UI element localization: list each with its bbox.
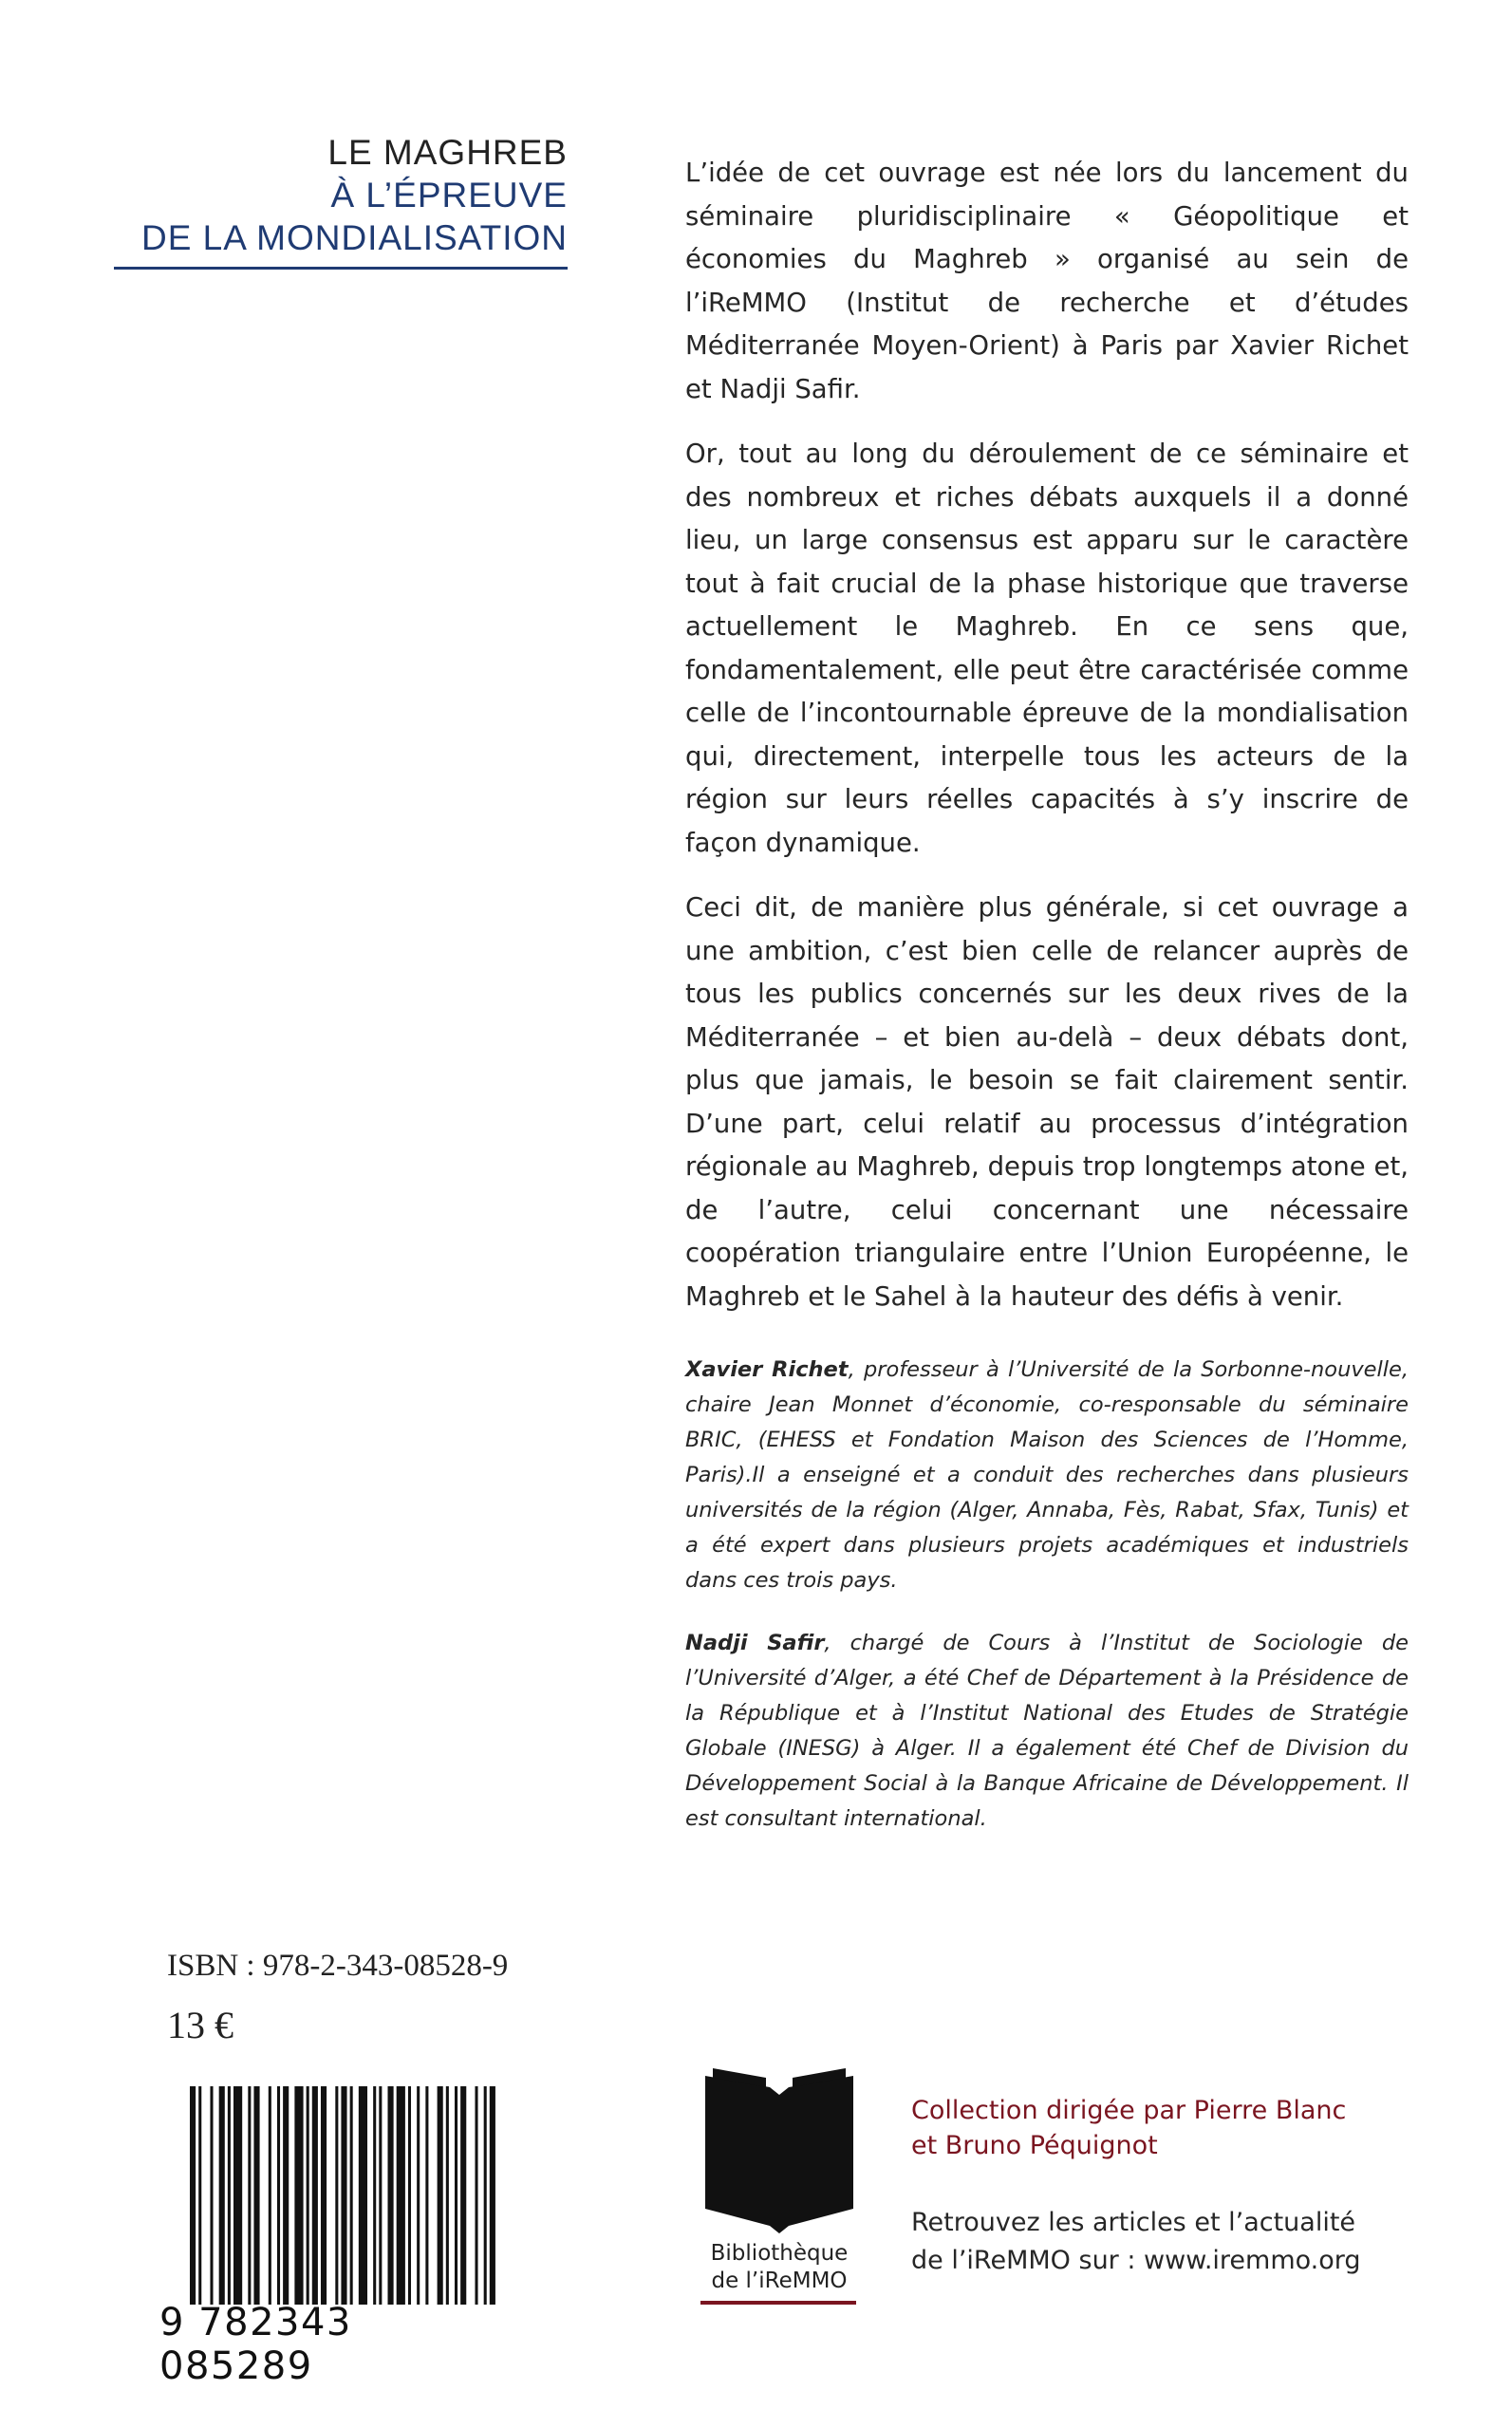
logo-label-line-1: Bibliothèque	[710, 2241, 849, 2266]
barcode-bar	[335, 2086, 338, 2305]
title-underline	[114, 267, 568, 270]
collection-line-2: et Bruno Péquignot	[911, 2131, 1158, 2160]
barcode-bar	[321, 2086, 327, 2305]
barcode-bar	[312, 2086, 318, 2305]
barcode-bar	[359, 2086, 367, 2305]
barcode-bar	[198, 2086, 201, 2305]
bio-richet-text: , professeur à l’Université de la Sorbonne-nouvelle, chaire Jean Monnet d’économie, co-responsable du séminaire BRIC, (EHESS et Fondation Maison des Sciences de l’Homme, Paris).Il a enseigné et a conduit des recherches dans plusieurs universités de la région (Alger, Annaba, Fès, Rabat, Sfax, Tunis) et a été expert dans plusieurs projets académiques et industriels dans ces trois pays.	[685, 1357, 1409, 1593]
barcode-bar	[228, 2086, 231, 2305]
title-line-3: DE LA MONDIALISATION	[140, 218, 568, 257]
barcode-bar	[210, 2086, 213, 2305]
barcode-bar	[446, 2086, 449, 2305]
barcode-bar	[460, 2086, 466, 2305]
barcode-digits: 9 782343 085289	[159, 2301, 352, 2388]
logo-label-line-2: de l’iReMMO	[711, 2269, 848, 2293]
barcode-bar	[475, 2086, 477, 2305]
barcode-bar	[253, 2086, 259, 2305]
description-paragraph-1: L’idée de cet ouvrage est née lors du lancement du séminaire pluridisciplinaire « Géopolitique et économies du Maghreb » organisé au sein de l’iReMMO (Institut de recherche et d’études Méditerranée Moyen-Orient) à Paris par Xavier Richet et Nadji Safir.	[685, 158, 1409, 404]
author-bios	[685, 1353, 1409, 1864]
barcode-bar	[373, 2086, 376, 2305]
barcode-bar	[248, 2086, 251, 2305]
author-name-safir: Nadji Safir	[685, 1631, 825, 1655]
barcode-bar	[438, 2086, 443, 2305]
description-paragraph-3: Ceci dit, de manière plus générale, si cet ouvrage a une ambition, c’est bien celle de relancer auprès de tous les publics concernés sur les deux rives de la Méditerranée – et bien au-delà – deux débats dont, plus que jamais, le besoin se fait clairement sentir. D’une part, celui relatif au processus d’intégration régionale au Maghreb, depuis trop longtemps atone et, de l’autre, celui concernant une nécessaire coopération triangulaire entre l’Union Européenne, le Maghreb et le Sahel à la hauteur des défis à venir.	[685, 892, 1409, 1312]
barcode-bar	[397, 2086, 405, 2305]
barcode	[190, 2086, 498, 2305]
barcode-bar	[425, 2086, 428, 2305]
barcode-bar	[233, 2086, 242, 2305]
book-title	[114, 131, 568, 259]
description	[685, 152, 1409, 1340]
barcode-bar	[408, 2086, 411, 2305]
logo-underline	[700, 2301, 856, 2305]
website-info	[911, 2204, 1405, 2280]
bio-safir-text: , chargé de Cours à l’Institut de Sociologie de l’Université d’Alger, a été Chef de Département à la Présidence de la République et à l’Institut National des Etudes de Stratégie Globale (INESG) à Alger. Il a également été Chef de Division du Développement Social à la Banque Africaine de Développement. Il est consultant international.	[685, 1631, 1409, 1831]
barcode-bar	[277, 2086, 280, 2305]
open-book-icon	[700, 2066, 859, 2237]
barcode-bar	[387, 2086, 393, 2305]
author-name-richet: Xavier Richet	[685, 1357, 849, 1382]
logo-label	[691, 2240, 868, 2295]
collection-line-1: Collection dirigée par Pierre Blanc	[911, 2096, 1347, 2125]
barcode-bar	[283, 2086, 289, 2305]
title-line-2: À L’ÉPREUVE	[330, 176, 568, 215]
barcode-bar	[219, 2086, 225, 2305]
website-line-2: de l’iReMMO sur : www.iremmo.org	[911, 2246, 1361, 2275]
barcode-bar	[307, 2086, 309, 2305]
barcode-bar	[269, 2086, 271, 2305]
bio-richet	[685, 1353, 1409, 1598]
barcode-bar	[190, 2086, 196, 2305]
barcode-bar	[490, 2086, 495, 2305]
barcode-bar	[294, 2086, 303, 2305]
title-line-1: LE MAGHREB	[327, 133, 568, 172]
description-paragraph-2: Or, tout au long du déroulement de ce séminaire et des nombreux et riches débats auxquels il a donné lieu, un large consensus est apparu sur le caractère tout à fait crucial de la phase historique que traverse actuellement le Maghreb. En ce sens que, fondamentalement, elle peut être caractérisée comme celle de l’incontournable épreuve de la mondialisation qui, directement, interpelle tous les acteurs de la région sur leurs réelles capacités à s’y inscrire de façon dynamique.	[685, 439, 1409, 858]
barcode-bar	[484, 2086, 487, 2305]
bio-safir	[685, 1626, 1409, 1837]
barcode-bar	[455, 2086, 457, 2305]
price: 13 €	[167, 2004, 233, 2046]
website-line-1: Retrouvez les articles et l’actualité	[911, 2208, 1356, 2237]
isbn: ISBN : 978-2-343-08528-9	[167, 1949, 509, 1983]
barcode-bar	[350, 2086, 353, 2305]
collection-info	[911, 2093, 1405, 2163]
barcode-bar	[417, 2086, 420, 2305]
barcode-bar	[379, 2086, 382, 2305]
barcode-bar	[341, 2086, 346, 2305]
